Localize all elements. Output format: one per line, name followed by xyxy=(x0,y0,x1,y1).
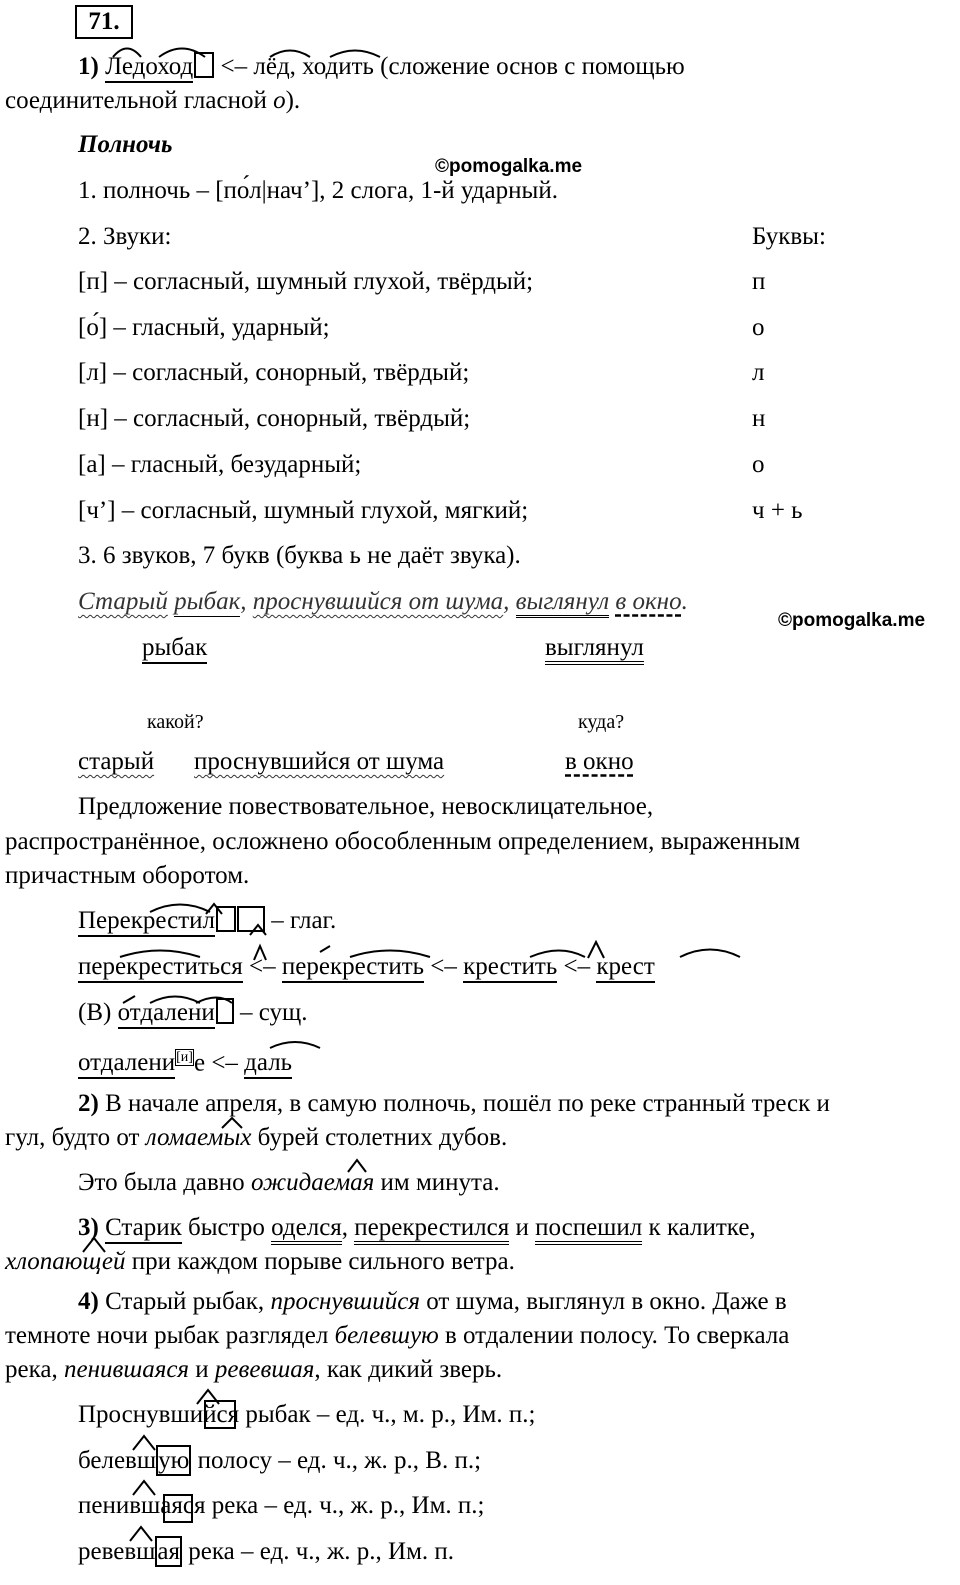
letter-row-5: о xyxy=(752,451,765,478)
morph-word-2: (В) отдалени – сущ. xyxy=(78,998,308,1028)
part4-line1: 4) Старый рыбак, проснувшийся от шума, выглянул в окно. Даже в xyxy=(78,1288,787,1315)
question-where: куда? xyxy=(578,711,625,733)
morph-word-3: отдалени[и]е <– даль xyxy=(78,1043,292,1078)
sound-row-4: [н] – согласный, сонорный, твёрдый; xyxy=(78,405,471,432)
part3-line2: хлопающей при каждом порыве сильного ветра. xyxy=(5,1248,515,1275)
parsed-sentence: Старый рыбак, проснувшийся от шума, выглянул в окно. xyxy=(78,587,688,617)
part2-line1: 2) В начале апреля, в самую полночь, пошёл по реке странный треск и xyxy=(78,1090,830,1117)
zero-ending-box xyxy=(194,52,214,78)
description-line3: причастным оборотом. xyxy=(5,862,250,889)
sound-row-6: [ч’] – согласный, шумный глухой, мягкий; xyxy=(78,497,529,524)
sound-row-3: [л] – согласный, сонорный, твёрдый; xyxy=(78,359,470,386)
predicate-word: выглянул xyxy=(545,633,644,663)
derivation-chain-1: перекреститься <– перекрестить <– крестить <– крест xyxy=(78,952,655,982)
description-line2: распространённое, осложнено обособленным определением, выраженным xyxy=(5,828,801,855)
part1-label: 1) xyxy=(78,53,99,80)
watermark-2: ©pomogalka.me xyxy=(778,610,926,631)
letter-row-1: п xyxy=(752,268,766,295)
morph-word-1: Перекрестил – глаг. xyxy=(78,906,336,936)
part2-line2: гул, будто от ломаемых бурей столетних дубов. xyxy=(5,1124,508,1151)
subject-word: рыбак xyxy=(142,633,207,663)
letters-header: Буквы: xyxy=(752,223,826,250)
adverbial: в окно xyxy=(565,748,634,775)
participle-row-3: пенившаяся река – ед. ч., ж. р., Им. п.; xyxy=(78,1492,485,1519)
phonetic-line1: 1. полночь – [по́л|нач’], 2 слога, 1-й ударный. xyxy=(78,177,558,204)
part1-line1 xyxy=(78,52,685,82)
participle-row-4: ревевшая река – ед. ч., ж. р., Им. п. xyxy=(78,1538,455,1565)
sound-row-5: [а] – гласный, безударный; xyxy=(78,451,362,478)
part1-line2: соединительной гласной о). xyxy=(5,87,301,114)
letter-row-6: ч + ь xyxy=(752,497,803,524)
sound-row-1: [п] – согласный, шумный глухой, твёрдый; xyxy=(78,268,534,295)
part3-line1: 3) Старик быстро оделся, перекрестился и поспешил к калитке, xyxy=(78,1213,756,1243)
task-number: 71. xyxy=(75,5,133,39)
letter-row-2: о xyxy=(752,314,765,341)
participle-row-2: белевшую полосу – ед. ч., ж. р., В. п.; xyxy=(78,1447,482,1474)
sound-row-2: [о́] – гласный, ударный; xyxy=(78,314,330,341)
participle-row-1: Проснувшийся рыбак – ед. ч., м. р., Им. п.; xyxy=(78,1401,536,1428)
letter-row-4: н xyxy=(752,405,766,432)
part2-line3: Это была давно ожидаемая им минута. xyxy=(78,1169,500,1196)
phonetic-heading: Полночь xyxy=(78,131,173,158)
description-line1: Предложение повествовательное, невосклицательное, xyxy=(78,793,654,820)
phonetic-line3: 3. 6 звуков, 7 букв (буква ь не даёт звука). xyxy=(78,542,521,569)
part4-line2: темноте ночи рыбак разглядел белевшую в отдалении полосу. То сверкала xyxy=(5,1322,790,1349)
phonetic-line2: 2. Звуки: xyxy=(78,223,172,250)
part4-line3: река, пенившаяся и ревевшая, как дикий зверь. xyxy=(5,1356,503,1383)
ledokhod-word: Ледоход xyxy=(105,53,214,80)
attribute-1: старый xyxy=(78,748,155,775)
attribute-2: проснувшийся от шума xyxy=(194,748,445,775)
part1-rest: <– лёд, ходить (сложение основ с помощью xyxy=(214,53,685,80)
letter-row-3: л xyxy=(752,359,765,386)
question-which: какой? xyxy=(147,711,204,733)
watermark: ©pomogalka.me xyxy=(435,156,583,177)
